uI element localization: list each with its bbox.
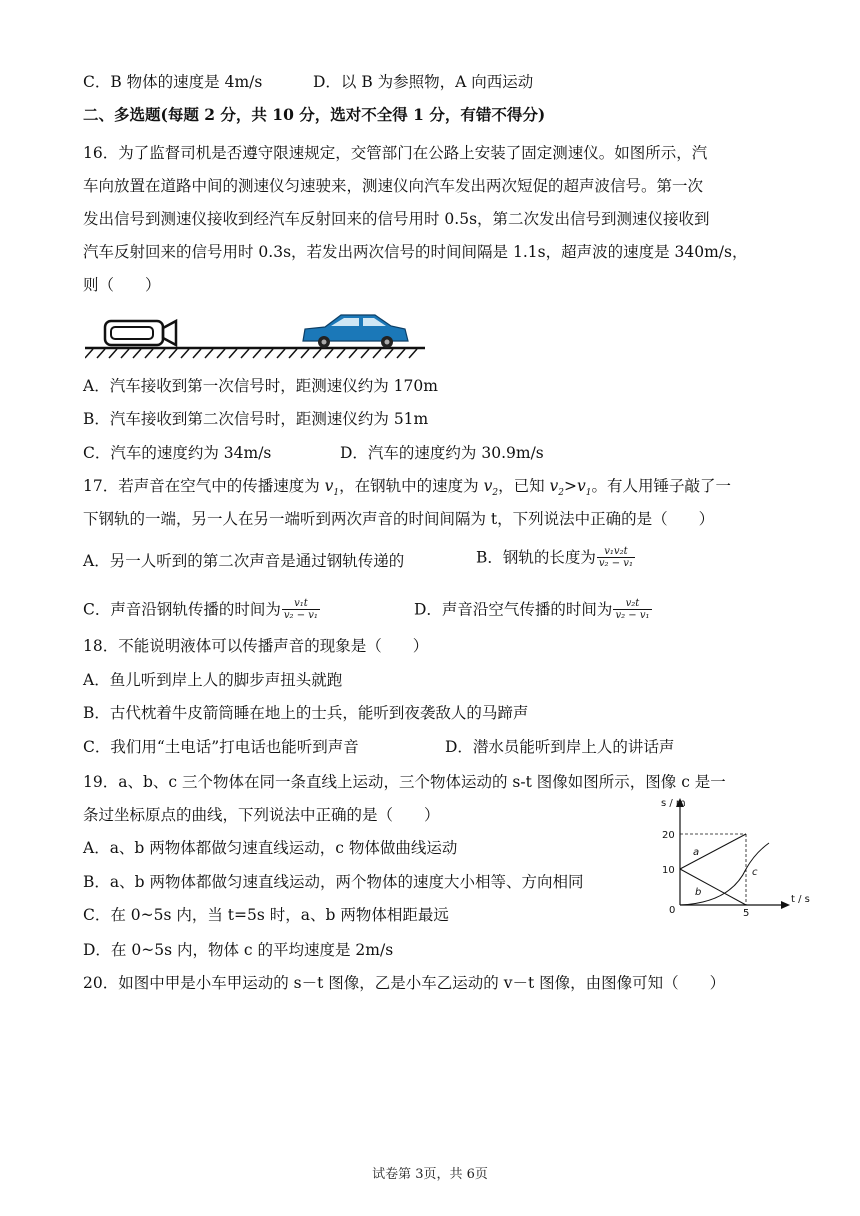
q18-option-b: B．古代枕着牛皮箭筒睡在地上的士兵，能听到夜袭敌人的马蹄声 [83,704,529,722]
q19-option-c: C．在 0~5s 内，当 t=5s 时，a、b 两物体相距最远 [83,906,449,924]
q19-stem-line-1: 19．a、b、c 三个物体在同一条直线上运动，三个物体运动的 s-t 图像如图所示，图像 c 是一 [83,773,726,791]
x-axis-arrow [781,901,790,909]
q15-option-d: D．以 B 为参照物，A 向西运动 [313,73,534,91]
section-heading-multiple-choice: 二、多选题(每题 2 分，共 10 分，选对不全得 1 分，有错不得分) [83,105,546,124]
q19-option-b: B．a、b 两物体都做匀速直线运动，两个物体的速度大小相等、方向相同 [83,873,584,891]
x-axis-label: t / s [791,894,810,905]
q16-option-c: C．汽车的速度约为 34m/s [83,444,272,462]
label-c: c [752,867,758,878]
label-a: a [693,847,700,858]
q19-option-d: D．在 0~5s 内，物体 c 的平均速度是 2m/s [83,941,394,959]
q18-stem: 18．不能说明液体可以传播声音的现象是（ ） [83,637,429,655]
line-a [680,834,746,869]
q16-stem-line-3: 发出信号到测速仪接收到经汽车反射回来的信号用时 0.5s，第二次发出信号到测速仪接收到 [83,210,710,228]
q18-option-d: D．潜水员能听到岸上人的讲话声 [445,738,675,756]
line-b [680,869,746,905]
speed-camera-figure [85,312,435,360]
q16-option-a: A．汽车接收到第一次信号时，距测速仪约为 170m [83,377,438,395]
y-tick-10: 10 [662,865,675,876]
fraction-d: $\frac{\text{v₂t}}{\text{v₂ − v₁}}$ [615,598,650,621]
q20-stem: 20．如图中甲是小车甲运动的 s－t 图像，乙是小车乙运动的 v－t 图像，由图像可知（ ） [83,974,726,992]
q16-option-b: B．汽车接收到第二次信号时，距测速仪约为 51m [83,410,429,428]
road-icon [85,348,425,358]
q17-option-d: D．声音沿空气传播的时间为 $\frac{\text{v₂t}}{\text{v₂ − v₁}}$ [414,598,650,621]
origin-label: 0 [669,905,676,916]
q17-option-b: B．钢轨的长度为 $\frac{\text{v₁v₂t}}{\text{v₂ − v₁}}$ [476,546,633,569]
car-icon [303,315,408,348]
y-axis-label: s / m [661,798,686,809]
y-tick-20: 20 [662,830,675,841]
q19-stem-line-2: 条过坐标原点的曲线，下列说法中正确的是（ ） [83,806,440,824]
q16-stem-line-2: 车向放置在道路中间的测速仪匀速驶来，测速仪向汽车发出两次短促的超声波信号。第一次 [83,177,704,195]
page-footer: 试卷第 3页，共 6页 [372,1167,488,1182]
x-tick-5: 5 [743,908,750,919]
q16-stem-line-4: 汽车反射回来的信号用时 0.3s，若发出两次信号的时间间隔是 1.1s，超声波的速度是 340m/s， [83,243,748,261]
fraction-b: $\frac{\text{v₁v₂t}}{\text{v₂ − v₁}}$ [598,546,633,569]
q16-option-d: D．汽车的速度约为 30.9m/s [340,444,544,462]
q17-stem-line-2: 下钢轨的一端，另一人在另一端听到两次声音的时间间隔为 t，下列说法中正确的是（ ） [83,510,715,528]
q15-option-c: C．B 物体的速度是 4m/s [83,73,263,91]
q17-stem-line-1: 17．若声音在空气中的传播速度为 $v_1$，在钢轨中的速度为 $v_2$，已知 $v_2>v_1$。有人用锤子敲了一 [83,477,732,499]
q16-stem-line-5: 则（ ） [83,276,161,294]
q18-option-a: A．鱼儿听到岸上人的脚步声扭头就跑 [83,671,343,689]
fraction-c: $\frac{\text{v₁t}}{\text{v₂ − v₁}}$ [283,598,318,621]
q16-stem-line-1: 16．为了监督司机是否遵守限速规定，交管部门在公路上安装了固定测速仪。如图所示，汽 [83,144,708,162]
label-b: b [695,887,702,898]
speed-camera-icon [105,321,176,345]
q19-option-a: A．a、b 两物体都做匀速直线运动，c 物体做曲线运动 [83,839,458,857]
q17-option-c: C．声音沿钢轨传播的时间为 $\frac{\text{v₁t}}{\text{v₂ − v₁}}$ [83,598,318,621]
q18-option-c: C．我们用“土电话”打电话也能听到声音 [83,738,359,756]
q17-option-a: A．另一人听到的第二次声音是通过钢轨传递的 [83,552,405,570]
st-graph [655,795,815,920]
